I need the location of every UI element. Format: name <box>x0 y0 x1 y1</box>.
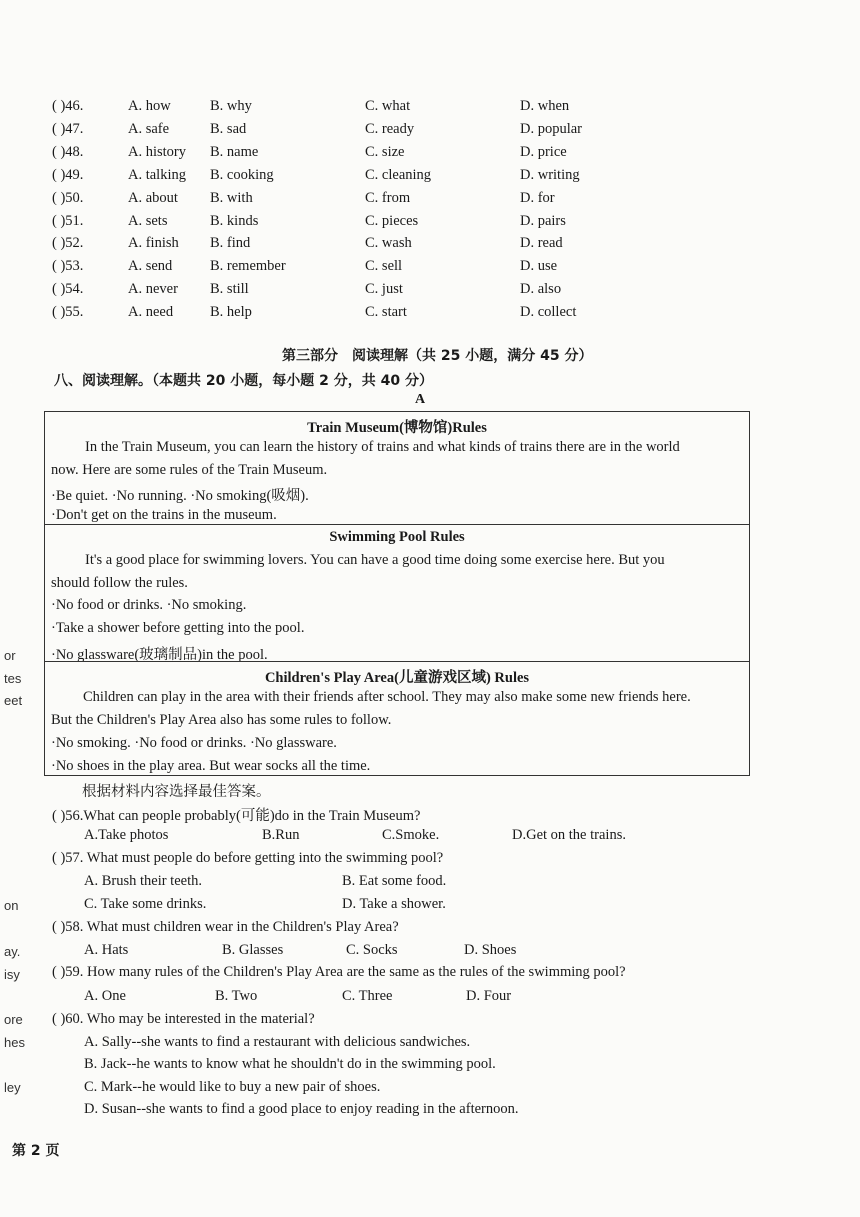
option-a[interactable]: A. safe <box>128 120 170 137</box>
q60-choice-d[interactable]: D. Susan--she wants to find a good place to enjoy reading in the afternoon. <box>84 1101 519 1117</box>
q59-choice-c[interactable]: C. Three <box>342 988 393 1004</box>
option-a[interactable]: A. talking <box>128 166 186 183</box>
option-b[interactable]: B. sad <box>210 120 247 137</box>
q58-choice-d[interactable]: D. Shoes <box>464 942 517 958</box>
q58-choice-c[interactable]: C. Socks <box>346 942 398 958</box>
question-number: ( )49. <box>52 166 84 183</box>
option-c[interactable]: C. from <box>365 189 411 206</box>
play-line-1: Children can play in the area with their friends after school. They may also make some new friends here. <box>83 689 691 705</box>
question-number: ( )53. <box>52 258 84 275</box>
option-b[interactable]: B. with <box>210 189 253 206</box>
margin-fragment: hes <box>4 1035 25 1050</box>
pool-line-3: ·No food or drinks. ·No smoking. <box>51 597 247 613</box>
option-a[interactable]: A. need <box>128 304 174 321</box>
play-line-4: ·No shoes in the play area. But wear socks all the time. <box>51 758 371 774</box>
option-b[interactable]: B. still <box>210 281 249 298</box>
margin-fragment: on <box>4 898 19 913</box>
cloze-row <box>52 121 652 143</box>
question-number: ( )51. <box>52 212 84 229</box>
play-area-title: Children's Play Area(儿童游戏区域) Rules <box>264 670 530 686</box>
question-60: ( )60. Who may be interested in the material? <box>52 1011 315 1027</box>
q57-choice-c[interactable]: C. Take some drinks. <box>84 896 207 912</box>
train-line-4: ·Don't get on the trains in the museum. <box>51 507 277 523</box>
margin-fragment: or <box>4 648 16 663</box>
option-b[interactable]: B. cooking <box>210 166 274 183</box>
q56-choice-a[interactable]: A.Take photos <box>84 827 169 843</box>
train-line-2: now. Here are some rules of the Train Museum. <box>51 462 328 478</box>
margin-fragment: ore <box>4 1012 23 1027</box>
pool-line-2: should follow the rules. <box>51 575 188 591</box>
cloze-row <box>52 304 652 326</box>
option-c[interactable]: C. size <box>365 143 405 160</box>
question-number: ( )54. <box>52 281 84 298</box>
option-a[interactable]: A. history <box>128 143 186 160</box>
pool-line-5: ·No glassware(玻璃制品)in the pool. <box>51 647 268 663</box>
q58-choice-a[interactable]: A. Hats <box>84 942 129 958</box>
option-a[interactable]: A. send <box>128 258 173 275</box>
margin-fragment: isy <box>4 967 20 982</box>
play-line-2: But the Children's Play Area also has some rules to follow. <box>51 712 392 728</box>
option-b[interactable]: B. name <box>210 143 259 160</box>
option-c[interactable]: C. start <box>365 304 407 321</box>
q56-choice-c[interactable]: C.Smoke. <box>382 827 440 843</box>
part-title: 第三部分 阅读理解（共 25 小题，满分 45 分） <box>282 348 593 364</box>
page-number: 第 2 页 <box>12 1143 60 1159</box>
question-number: ( )48. <box>52 143 84 160</box>
swimming-pool-rules-box <box>44 524 750 662</box>
option-c[interactable]: C. just <box>365 281 403 298</box>
option-d[interactable]: D. collect <box>520 304 577 321</box>
question-59: ( )59. How many rules of the Children's Play Area are the same as the rules of the swimming pool? <box>52 964 626 980</box>
option-b[interactable]: B. help <box>210 304 252 321</box>
margin-fragment: tes <box>4 671 22 686</box>
q56-choice-b[interactable]: B.Run <box>262 827 300 843</box>
section-title: 八、阅读理解。（本题共 20 小题，每小题 2 分，共 40 分） <box>54 373 433 389</box>
play-area-rules-box <box>44 661 750 776</box>
option-a[interactable]: A. about <box>128 189 178 206</box>
q57-choice-d[interactable]: D. Take a shower. <box>342 896 446 912</box>
cloze-row <box>52 258 652 280</box>
q60-choice-b[interactable]: B. Jack--he wants to know what he shouldn't do in the swimming pool. <box>84 1056 496 1072</box>
question-number: ( )55. <box>52 304 84 321</box>
swimming-pool-title: Swimming Pool Rules <box>329 529 465 545</box>
question-number: ( )47. <box>52 120 84 137</box>
option-b[interactable]: B. why <box>210 98 252 114</box>
option-b[interactable]: B. remember <box>210 258 286 275</box>
cloze-row <box>52 213 652 235</box>
option-d[interactable]: D. price <box>520 143 567 160</box>
option-d[interactable]: D. when <box>520 98 570 114</box>
q60-choice-c[interactable]: C. Mark--he would like to buy a new pair of shoes. <box>84 1079 381 1095</box>
option-d[interactable]: D. writing <box>520 166 580 183</box>
play-line-3: ·No smoking. ·No food or drinks. ·No glassware. <box>51 735 337 751</box>
question-number: ( )50. <box>52 189 84 206</box>
question-56: ( )56.What can people probably(可能)do in the Train Museum? <box>52 808 421 824</box>
option-c[interactable]: C. wash <box>365 235 412 252</box>
cloze-row <box>52 98 652 120</box>
pool-line-4: ·Take a shower before getting into the pool. <box>51 620 305 636</box>
margin-fragment: ay. <box>4 944 21 959</box>
q59-choice-b[interactable]: B. Two <box>215 988 258 1004</box>
train-line-1: In the Train Museum, you can learn the history of trains and what kinds of trains there are in the world <box>85 439 680 455</box>
train-museum-title: Train Museum(博物馆)Rules <box>307 420 487 436</box>
option-d[interactable]: D. for <box>520 189 555 206</box>
option-a[interactable]: A. never <box>128 281 178 298</box>
instruction: 根据材料内容选择最佳答案。 <box>82 784 271 800</box>
option-a[interactable]: A. sets <box>128 212 168 229</box>
q59-choice-d[interactable]: D. Four <box>466 988 512 1004</box>
question-number: ( )52. <box>52 235 84 252</box>
option-c[interactable]: C. pieces <box>365 212 419 229</box>
cloze-row <box>52 190 652 212</box>
option-c[interactable]: C. what <box>365 98 411 114</box>
option-b[interactable]: B. find <box>210 235 251 252</box>
q57-choice-a[interactable]: A. Brush their teeth. <box>84 873 202 889</box>
passage-label: A <box>415 392 426 407</box>
option-c[interactable]: C. ready <box>365 120 415 137</box>
option-d[interactable]: D. use <box>520 258 558 275</box>
option-d[interactable]: D. also <box>520 281 562 298</box>
q60-choice-a[interactable]: A. Sally--she wants to find a restaurant with delicious sandwiches. <box>84 1034 471 1050</box>
train-museum-rules-box <box>44 411 750 525</box>
option-d[interactable]: D. read <box>520 235 563 252</box>
question-58: ( )58. What must children wear in the Children's Play Area? <box>52 919 399 935</box>
option-c[interactable]: C. cleaning <box>365 166 432 183</box>
pool-line-1: It's a good place for swimming lovers. You can have a good time doing some exercise here. But you <box>85 552 665 568</box>
option-d[interactable]: D. popular <box>520 120 583 137</box>
option-d[interactable]: D. pairs <box>520 212 566 229</box>
option-a[interactable]: A. how <box>128 98 171 114</box>
option-a[interactable]: A. finish <box>128 235 179 252</box>
train-line-3: ·Be quiet. ·No running. ·No smoking(吸烟). <box>51 488 309 504</box>
margin-fragment: ley <box>4 1080 21 1095</box>
question-57: ( )57. What must people do before getting into the swimming pool? <box>52 850 444 866</box>
cloze-row <box>52 235 652 257</box>
cloze-row <box>52 281 652 303</box>
q57-choice-b[interactable]: B. Eat some food. <box>342 873 447 889</box>
margin-fragment: eet <box>4 693 23 708</box>
q58-choice-b[interactable]: B. Glasses <box>222 942 284 958</box>
option-c[interactable]: C. sell <box>365 258 403 275</box>
q56-choice-d[interactable]: D.Get on the trains. <box>512 827 626 843</box>
question-number: ( )46. <box>52 98 84 114</box>
cloze-row <box>52 167 652 189</box>
cloze-row <box>52 144 652 166</box>
option-b[interactable]: B. kinds <box>210 212 259 229</box>
q59-choice-a[interactable]: A. One <box>84 988 126 1004</box>
